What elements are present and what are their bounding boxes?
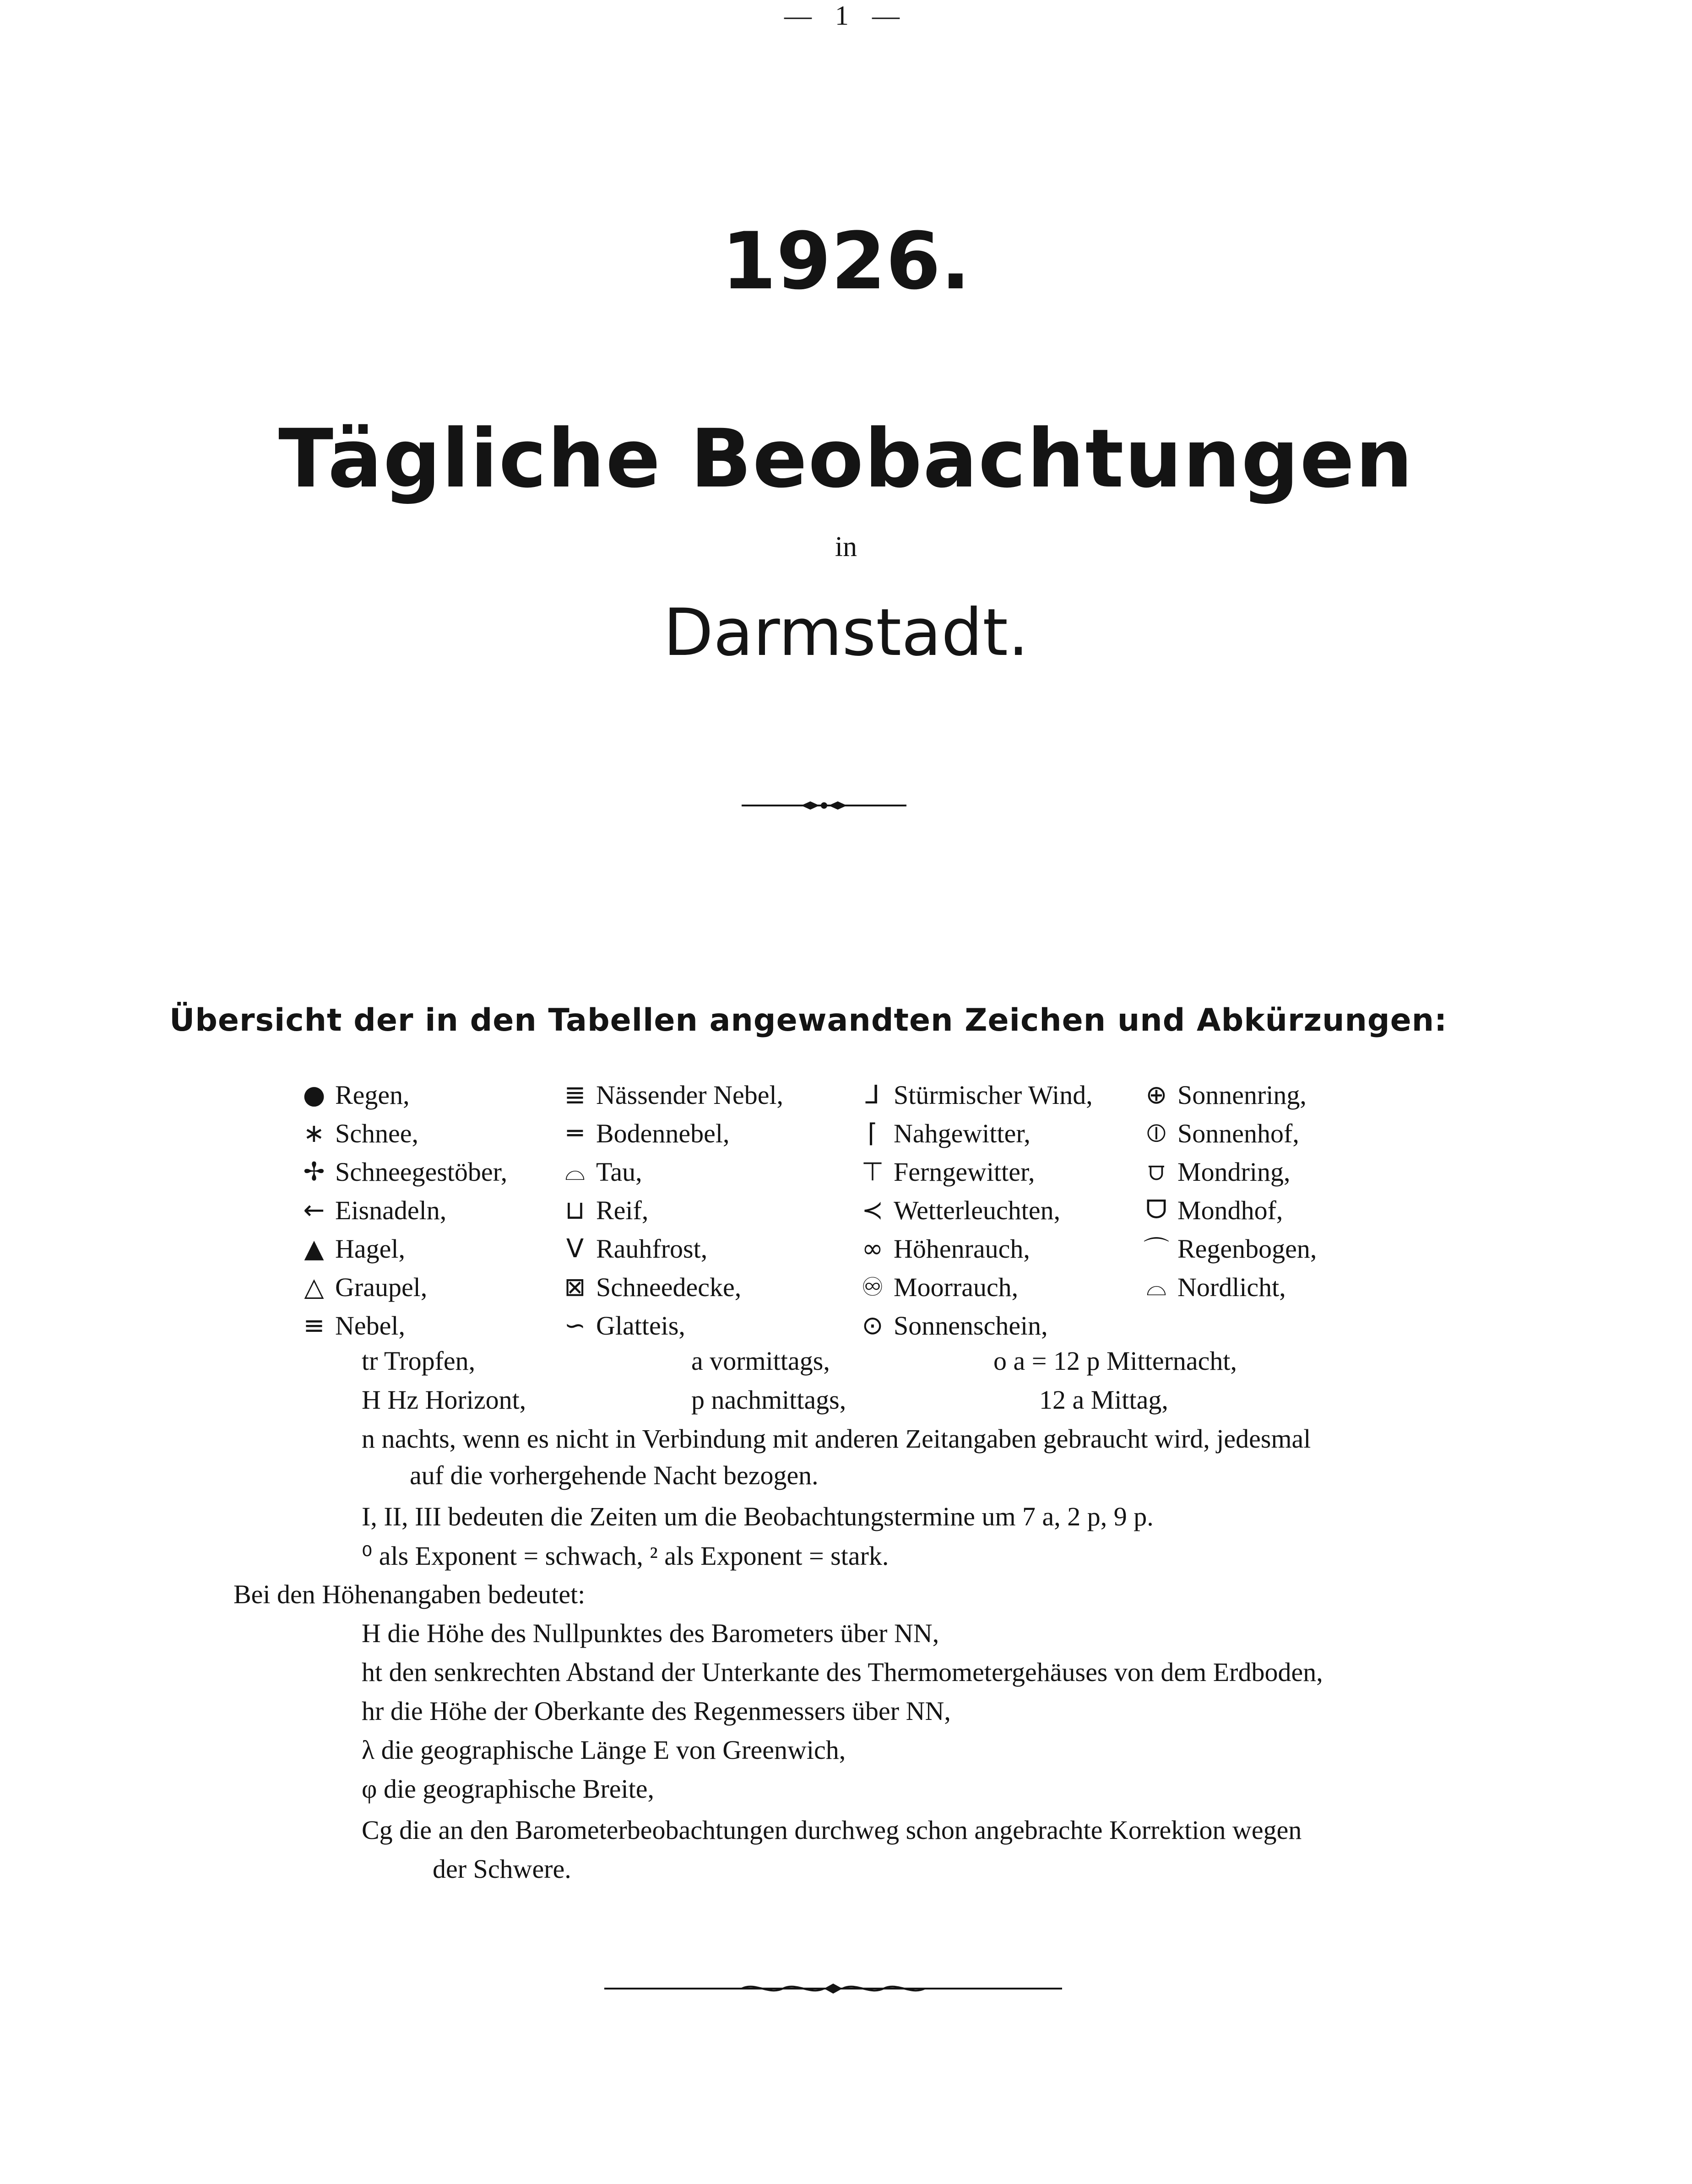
place-name: Darmstadt. [663, 595, 1029, 670]
abbrev-tr: tr Tropfen, [362, 1346, 476, 1376]
symbol-row [1135, 1191, 1317, 1229]
symbol-row [554, 1268, 783, 1306]
symbol-label: Mondhof, [1177, 1195, 1283, 1225]
abbrev-midnight: o a = 12 p Mitternacht, [993, 1346, 1237, 1376]
snow-cover-symbol-icon: ⊠ [564, 1272, 586, 1302]
symbol-column-4 [1135, 1076, 1317, 1306]
year-heading: 1926. [721, 215, 971, 307]
legend-heading: Übersicht der in den Tabellen angewandten Zeichen und Abkürzungen: [169, 1002, 1448, 1038]
symbol-label: Ferngewitter, [894, 1157, 1035, 1187]
symbol-row [293, 1229, 507, 1268]
gravity-correction-line1: Cg die an den Barometerbeobachtungen durchweg schon angebrachte Korrektion wegen [362, 1815, 1302, 1845]
symbol-row [851, 1076, 1093, 1114]
symbol-label: Moorrauch, [894, 1272, 1019, 1302]
abbrev-p: p nachmittags, [691, 1385, 846, 1415]
symbol-row [851, 1229, 1093, 1268]
longitude-lambda: λ die geographische Länge E von Greenwich, [362, 1735, 846, 1765]
symbol-row [554, 1191, 783, 1229]
sheet-lightning-symbol-icon: ≺ [862, 1195, 884, 1225]
solar-corona-symbol-icon: ⦶ [1147, 1118, 1166, 1148]
symbol-row [1135, 1114, 1317, 1152]
latitude-phi: φ die geographische Breite, [362, 1774, 655, 1804]
lunar-ring-symbol-icon: ⩌ [1148, 1157, 1165, 1186]
distant-thunderstorm-symbol-icon: ⊤ [861, 1157, 884, 1187]
symbol-label: Sonnenschein, [894, 1310, 1048, 1341]
symbol-row [851, 1306, 1093, 1345]
ornament-divider-bottom [604, 1977, 1062, 2000]
abbrev-night-line1: n nachts, wenn es nicht in Verbindung mit anderen Zeitangaben gebraucht wird, jedesmal [362, 1424, 1311, 1454]
symbol-row [554, 1229, 783, 1268]
symbol-label: Höhenrauch, [894, 1233, 1030, 1264]
in-word: in [835, 531, 857, 562]
storm-wind-symbol-icon: ⅃ [865, 1080, 880, 1110]
symbol-row [851, 1152, 1093, 1191]
abbrev-exponent: ⁰ als Exponent = schwach, ² als Exponent = stark. [362, 1541, 889, 1571]
symbol-label: Stürmischer Wind, [894, 1080, 1093, 1110]
abbrev-a: a vormittags, [691, 1346, 830, 1376]
symbol-row [1135, 1268, 1317, 1306]
symbol-label: Regen, [335, 1080, 410, 1110]
symbol-row [1135, 1229, 1317, 1268]
page-title: Tägliche Beobachtungen [278, 412, 1414, 506]
abbrev-horizon: H Hz Horizont, [362, 1385, 526, 1415]
symbol-row [1135, 1152, 1317, 1191]
symbol-label: Sonnenhof, [1177, 1118, 1299, 1148]
symbol-label: Tau, [596, 1157, 642, 1187]
symbol-row [293, 1076, 507, 1114]
wet-fog-symbol-icon: ≣ [564, 1080, 586, 1110]
lunar-corona-symbol-icon: ᗜ [1145, 1195, 1167, 1225]
symbol-column-1 [293, 1076, 507, 1345]
symbol-label: Mondring, [1177, 1157, 1291, 1187]
ground-fog-symbol-icon: ═ [567, 1118, 583, 1148]
snow-symbol-icon: ∗ [303, 1118, 325, 1148]
sunshine-symbol-icon: ⊙ [862, 1310, 884, 1341]
graupel-symbol-icon: △ [304, 1272, 324, 1302]
page-number: — 1 — [784, 0, 908, 31]
glaze-symbol-icon: ∽ [564, 1310, 586, 1341]
symbol-label: Wetterleuchten, [894, 1195, 1061, 1225]
abbrev-night-line2: auf die vorhergehende Nacht bezogen. [410, 1460, 819, 1490]
symbol-label: Regenbogen, [1177, 1233, 1317, 1264]
symbol-label: Nässender Nebel, [596, 1080, 784, 1110]
symbol-label: Nahgewitter, [894, 1118, 1030, 1148]
aurora-symbol-icon: ⌓ [1146, 1272, 1167, 1302]
rime-symbol-icon: V [566, 1233, 584, 1264]
symbol-label: Bodennebel, [596, 1118, 730, 1148]
snowdrift-symbol-icon: ✢ [303, 1157, 325, 1187]
abbrev-noon: 12 a Mittag, [1039, 1385, 1168, 1415]
height-ht: ht den senkrechten Abstand der Unterkante des Thermometergehäuses von dem Erdboden, [362, 1657, 1323, 1687]
dew-symbol-icon: ⌓ [564, 1157, 586, 1186]
symbol-row [554, 1306, 783, 1345]
symbol-row [851, 1268, 1093, 1306]
symbol-column-3 [851, 1076, 1093, 1345]
symbol-row [554, 1076, 783, 1114]
symbol-row [293, 1268, 507, 1306]
symbol-row [293, 1306, 507, 1345]
symbol-label: Sonnenring, [1177, 1080, 1307, 1110]
symbol-row [554, 1114, 783, 1152]
symbol-label: Nebel, [335, 1310, 405, 1341]
heights-intro: Bei den Höhenangaben bedeutet: [233, 1579, 586, 1609]
hail-symbol-icon: ▲ [304, 1233, 324, 1264]
ornament-divider-top [742, 799, 906, 812]
symbol-row [293, 1152, 507, 1191]
symbol-label: Schneegestöber, [335, 1157, 508, 1187]
symbol-row [851, 1114, 1093, 1152]
abbrev-roman-times: I, II, III bedeuten die Zeiten um die Beobachtungstermine um 7 a, 2 p, 9 p. [362, 1502, 1154, 1531]
symbol-row [293, 1191, 507, 1229]
fog-symbol-icon: ≡ [303, 1310, 325, 1341]
symbol-row [1135, 1076, 1317, 1114]
hoarfrost-symbol-icon: ⊔ [565, 1195, 585, 1225]
solar-ring-symbol-icon: ⊕ [1145, 1080, 1167, 1110]
symbol-column-2 [554, 1076, 783, 1345]
symbol-label: Nordlicht, [1177, 1272, 1286, 1302]
moor-smoke-symbol-icon: ♾ [861, 1272, 884, 1302]
symbol-label: Graupel, [335, 1272, 428, 1302]
symbol-label: Reif, [596, 1195, 649, 1225]
haze-symbol-icon: ∞ [862, 1233, 884, 1264]
symbol-label: Schneedecke, [596, 1272, 742, 1302]
height-h: H die Höhe des Nullpunktes des Barometers über NN, [362, 1618, 939, 1648]
rainbow-symbol-icon: ⌒ [1144, 1236, 1169, 1265]
height-hr: hr die Höhe der Oberkante des Regenmessers über NN, [362, 1696, 951, 1726]
ice-needles-symbol-icon: ← [303, 1195, 325, 1225]
symbol-label: Rauhfrost, [596, 1233, 708, 1264]
symbol-row [554, 1152, 783, 1191]
symbol-row [293, 1114, 507, 1152]
near-thunderstorm-symbol-icon: ⌈ [868, 1118, 878, 1148]
symbol-label: Schnee, [335, 1118, 418, 1148]
symbol-row [851, 1191, 1093, 1229]
symbol-label: Hagel, [335, 1233, 405, 1264]
symbol-label: Eisnadeln, [335, 1195, 447, 1225]
rain-symbol-icon: ● [303, 1080, 325, 1110]
symbol-label: Glatteis, [596, 1310, 685, 1341]
gravity-correction-line2: der Schwere. [433, 1854, 571, 1884]
